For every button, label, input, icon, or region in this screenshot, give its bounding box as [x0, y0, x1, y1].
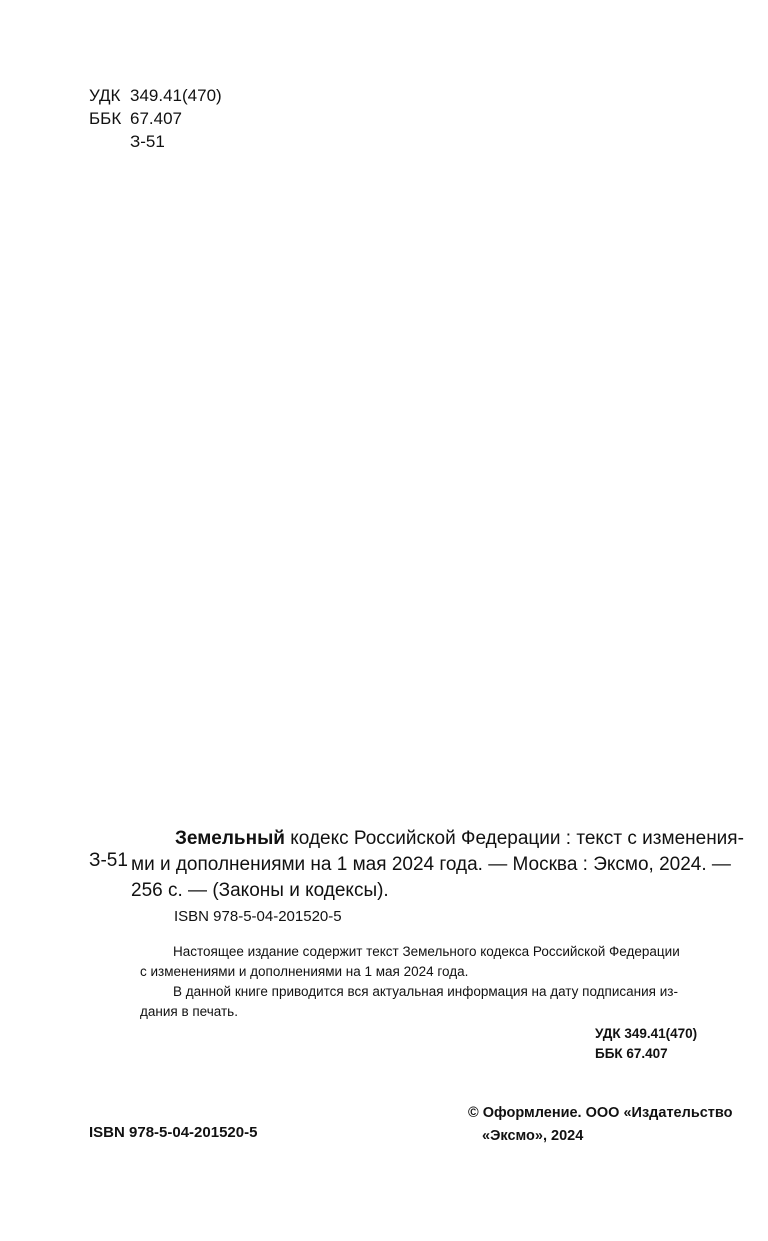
entry-title: Земельный: [175, 828, 285, 849]
udk-value: 349.41(470): [130, 86, 222, 105]
entry-line-1-rest: кодекс Российской Федерации : текст с изменения-: [284, 828, 744, 849]
bbk-row: [89, 107, 222, 130]
annotation: [140, 942, 710, 1022]
entry-line-3: 256 с. — (Законы и кодексы).: [131, 880, 389, 901]
bibliographic-entry: [131, 826, 744, 904]
annotation-line-2: с изменениями и дополнениями на 1 мая 2024 года.: [140, 964, 469, 979]
copyright-line-2: «Эксмо», 2024: [482, 1128, 584, 1144]
classification-codes: [89, 84, 222, 153]
author-mark-row: [89, 130, 222, 153]
bottom-udk: УДК 349.41(470): [595, 1026, 698, 1041]
entry-line-1: [131, 826, 744, 852]
annotation-line-4: дания в печать.: [140, 1004, 238, 1019]
entry-line-2: ми и дополнениями на 1 мая 2024 года. — Москва : Эксмо, 2024. —: [131, 854, 731, 875]
bottom-bbk: ББК 67.407: [595, 1046, 668, 1061]
author-mark: З-51: [130, 132, 165, 151]
bbk-label: ББК: [89, 109, 122, 128]
isbn-bottom: ISBN 978-5-04-201520-5: [89, 1124, 258, 1141]
udk-row: [89, 84, 222, 107]
udk-label: УДК: [89, 86, 121, 105]
copyright: [468, 1102, 732, 1148]
bbk-value: 67.407: [130, 109, 182, 128]
catalog-index: З-51: [89, 850, 128, 871]
annotation-line-1: Настоящее издание содержит текст Земельного кодекса Российской Федерации: [173, 944, 680, 959]
isbn-inline: ISBN 978-5-04-201520-5: [174, 908, 342, 925]
bottom-classification: [595, 1024, 697, 1064]
annotation-line-3: В данной книге приводится вся актуальная информация на дату подписания из-: [173, 984, 678, 999]
copyright-line-1: © Оформление. ООО «Издательство: [468, 1105, 733, 1121]
